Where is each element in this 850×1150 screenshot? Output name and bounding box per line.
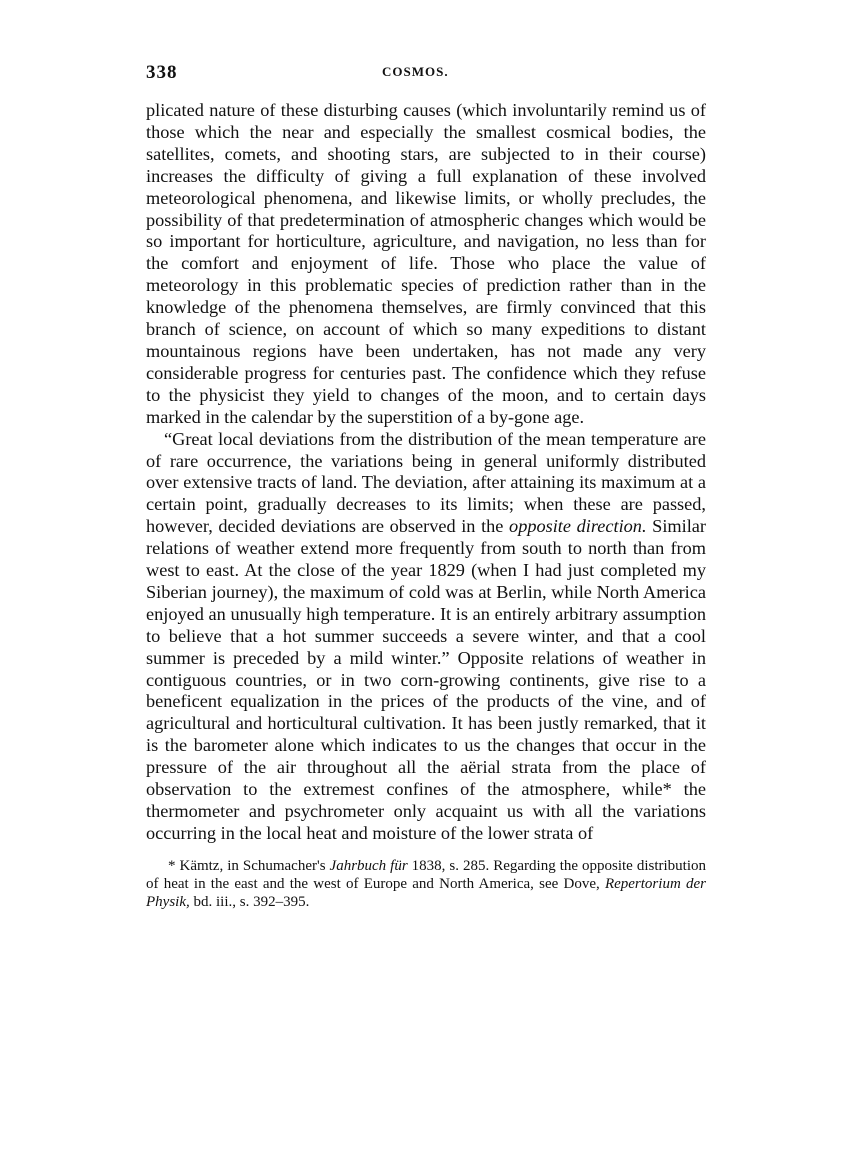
book-page [146,62,706,911]
footnote [146,857,706,911]
paragraph-1: plicated nature of these disturbing causes (which involuntarily remind us of those which the near and especially the smallest cosmical bodies, the satellites, comets, and shooting stars, are subjected to in their course) increases the difficulty of giving a full explanation of these involved meteorological phenomena, and likewise limits, or wholly precludes, the possibility of that predetermination of atmospheric changes which would be so important for horticulture, agriculture, and navigation, no less than for the comfort and enjoyment of life. Those who place the value of meteorology in this problematic species of prediction rather than in the knowledge of the phenomena themselves, are firmly convinced that this branch of science, on account of which so many expeditions to distant mountainous regions have been undertaken, has not made any very considerable progress for centuries past. The confidence which they refuse to the physicist they yield to changes of the moon, and to certain days marked in the calendar by the superstition of a by-gone age. [146,100,706,427]
body-text [146,100,706,845]
footnote-italic-2: Repertorium der Physik, [146,875,706,910]
footnote-italic-1: Jahrbuch für [329,857,408,874]
paragraph-2-italic: opposite direction. [509,516,647,537]
footnote-text-1: * Kämtz, in Schumacher's [168,857,330,874]
paragraph-2-text-b: Similar relations of weather extend more frequently from south to north than from west to east. At the close of the year 1829 (when I had just completed my Siberian journey), the maximum of cold was at Berlin, while North America enjoyed an unusually high temperature. It is an entirely arbitrary assumption to believe that a hot summer succeeds a severe winter, and that a cool summer is preceded by a mild winter.” Opposite relations of weather in contiguous countries, or in two corn-growing continents, give rise to a beneficent equalization in the prices of the products of the vine, and of agricultural and horticultural cultivation. It has been justly remarked, that it is the barometer alone which indicates to us the changes that occur in the pressure of the air throughout all the aërial strata from the place of observation to the extremest confines of the atmosphere, while* the thermometer and psychrometer only acquaint us with all the variations occurring in the local heat and moisture of the lower strata of [146,516,706,843]
page-number: 338 [146,62,178,83]
paragraph-2 [146,429,706,845]
footnote-text-2: 1838, s. 285. Regarding the opposite distribution of heat in the east and the west of Europe and North America, see Dove, [146,857,706,892]
running-title: COSMOS. [382,64,449,79]
footnote-text-3: bd. iii., s. 392–395. [189,893,310,910]
paragraph-2-text-a: “Great local deviations from the distribution of the mean temperature are of rare occurrence, the variations being in general uniformly distributed over extensive tracts of land. The deviation, after attaining its maximum at a certain point, gradually decreases to its limits; when these are passed, however, decided deviations are observed in the [146,428,706,537]
running-head [146,62,706,92]
